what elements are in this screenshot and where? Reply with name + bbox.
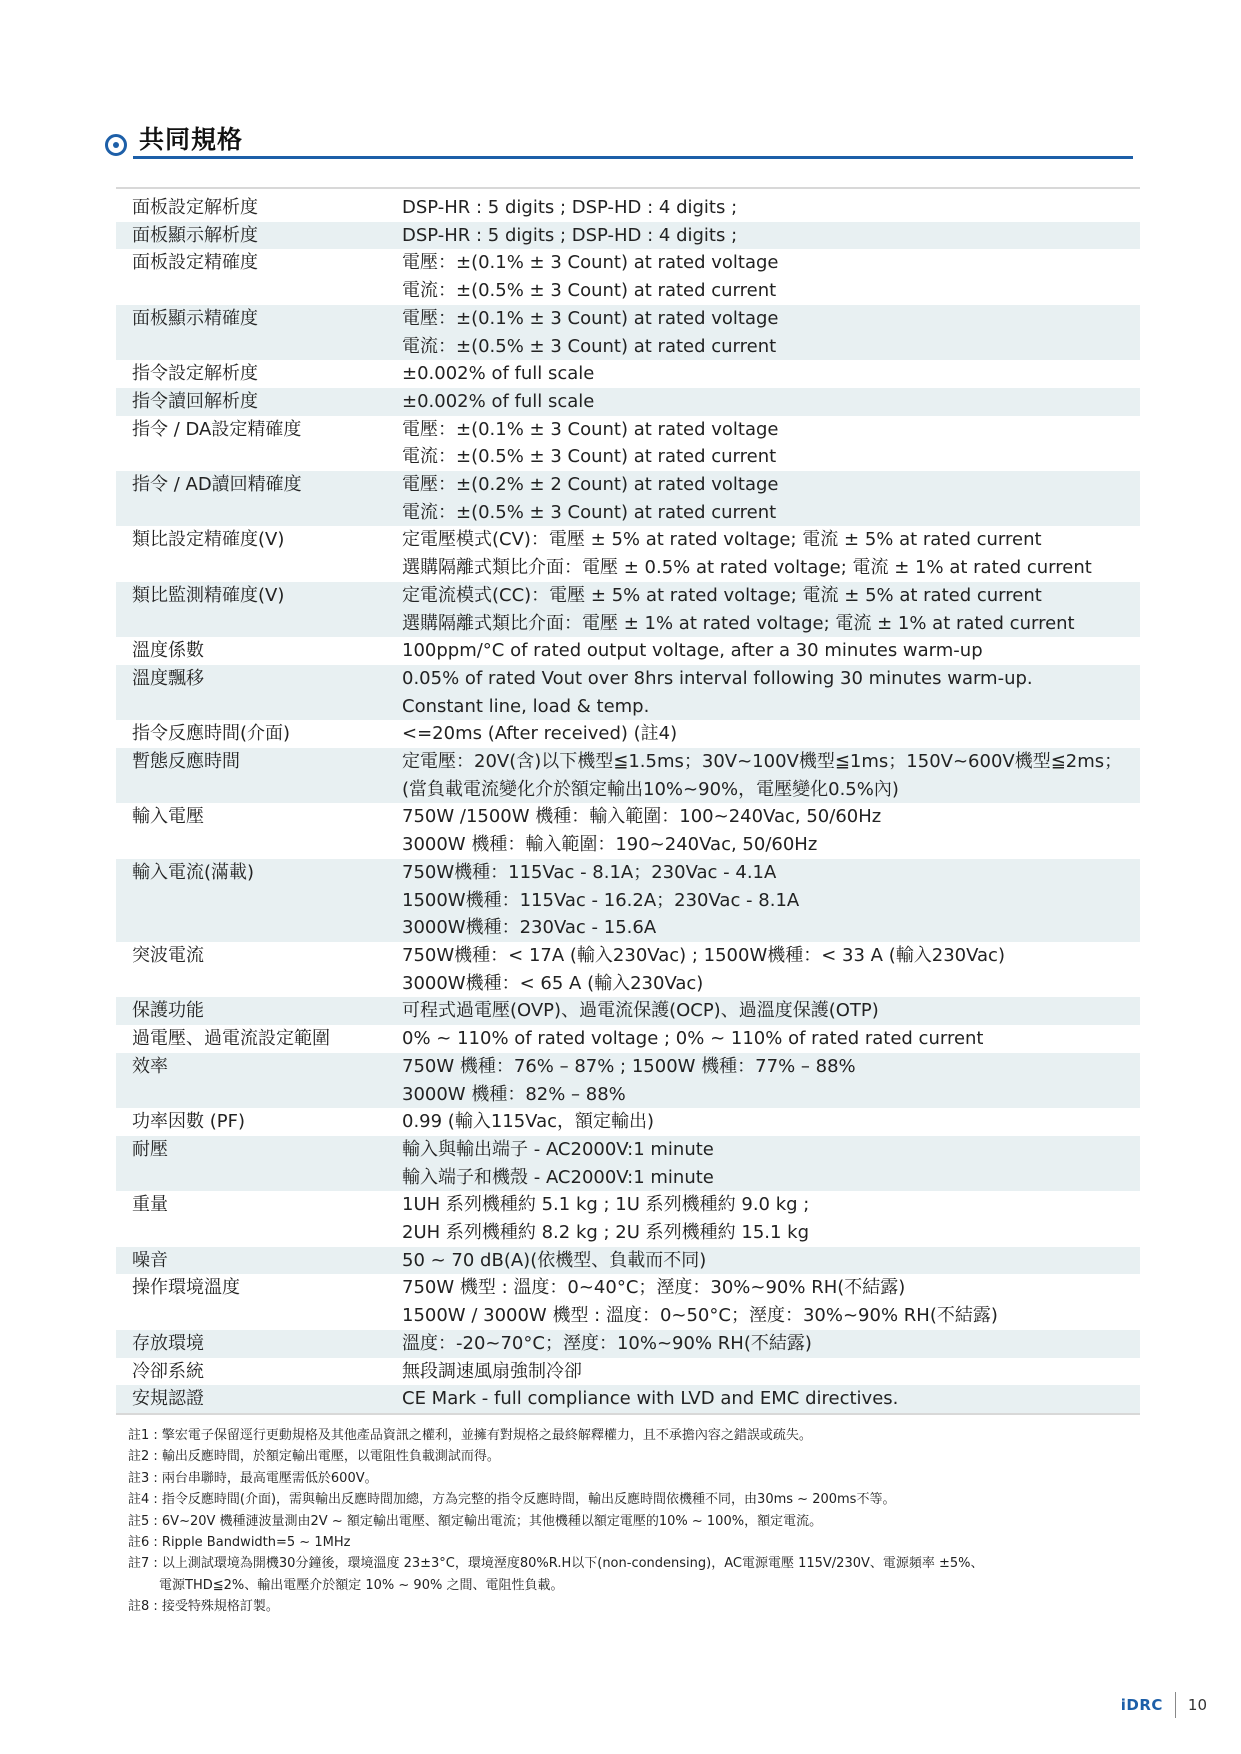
spec-value-line: 溫度：-20~70°C；溼度：10%~90% RH(不結露) [402, 1332, 812, 1354]
spec-label: 功率因數 (PF) [132, 1111, 245, 1133]
spec-values [402, 305, 1140, 360]
spec-values [402, 1358, 1140, 1386]
spec-value-line: (當負載電流變化介於額定輸出10%~90%，電壓變化0.5%內) [402, 778, 899, 800]
spec-value-line: 可程式過電壓(OVP)、過電流保護(OCP)、過溫度保護(OTP) [402, 1000, 879, 1022]
spec-row [116, 942, 1140, 997]
spec-value-line: 電流：±(0.5% ± 3 Count) at rated current [402, 280, 777, 302]
spec-values [402, 222, 1140, 250]
spec-values [402, 1385, 1140, 1413]
spec-values [402, 249, 1140, 304]
spec-values [402, 997, 1140, 1025]
spec-values [402, 1108, 1140, 1136]
spec-row [116, 305, 1140, 360]
spec-table [116, 187, 1140, 1415]
spec-label: 安規認證 [132, 1388, 204, 1410]
spec-label: 面板設定精確度 [132, 252, 258, 274]
spec-row [116, 416, 1140, 471]
spec-value-line: <=20ms (After received) (註4) [402, 723, 678, 745]
spec-value-line: 定電壓：20V(含)以下機型≦1.5ms；30V~100V機型≦1ms；150V~600V機型≦2ms； [402, 751, 1123, 773]
spec-label: 面板顯示解析度 [132, 224, 258, 246]
spec-row [116, 1274, 1140, 1329]
spec-value-line: 100ppm/°C of rated output voltage, after a 30 minutes warm-up [402, 640, 983, 662]
spec-values [402, 942, 1140, 997]
spec-label: 存放環境 [132, 1332, 204, 1354]
spec-value-line: 定電壓模式(CV)：電壓 ± 5% at rated voltage; 電流 ± 5% at rated current [402, 529, 1042, 551]
spec-value-line: Constant line, load & temp. [402, 695, 650, 717]
spec-row [116, 194, 1140, 222]
spec-label: 重量 [132, 1194, 168, 1216]
spec-label: 耐壓 [132, 1138, 168, 1160]
footnote: 註8 : 接受特殊規格訂製。 [128, 1599, 279, 1615]
spec-label: 突波電流 [132, 944, 204, 966]
spec-label: 溫度飄移 [132, 667, 204, 689]
spec-value-line: DSP-HR : 5 digits ; DSP-HD : 4 digits ; [402, 224, 738, 246]
spec-value-line: 1UH 系列機種約 5.1 kg ; 1U 系列機種約 9.0 kg ; [402, 1194, 810, 1216]
section-bullet-icon [105, 134, 127, 156]
spec-value-line: CE Mark - full compliance with LVD and EMC directives. [402, 1388, 899, 1410]
spec-row [116, 720, 1140, 748]
spec-value-line: 輸入與輸出端子 - AC2000V:1 minute [402, 1138, 714, 1160]
spec-label: 類比監測精確度(V) [132, 584, 285, 606]
spec-row [116, 803, 1140, 858]
spec-row [116, 1136, 1140, 1191]
spec-row [116, 997, 1140, 1025]
spec-value-line: 電壓：±(0.1% ± 3 Count) at rated voltage [402, 418, 779, 440]
footnote: 註7 : 以上測試環境為開機30分鐘後，環境溫度 23±3°C，環境溼度80%R.H以下(non-condensing)，AC電源電壓 115V/230V、電源頻率 ±5%、 [128, 1556, 984, 1572]
spec-label: 指令設定解析度 [132, 363, 258, 385]
spec-label: 暫態反應時間 [132, 751, 240, 773]
spec-value-line: 選購隔離式類比介面：電壓 ± 0.5% at rated voltage; 電流 ± 1% at rated current [402, 557, 1092, 579]
spec-values [402, 637, 1140, 665]
spec-value-line: 0.05% of rated Vout over 8hrs interval following 30 minutes warm-up. [402, 667, 1033, 689]
spec-label: 面板顯示精確度 [132, 307, 258, 329]
spec-row [116, 748, 1140, 803]
spec-value-line: 電流：±(0.5% ± 3 Count) at rated current [402, 501, 777, 523]
footnote: 註2 : 輸出反應時間，於額定輸出電壓，以電阻性負載測試而得。 [128, 1449, 500, 1465]
spec-label: 類比設定精確度(V) [132, 529, 285, 551]
spec-label: 指令 / DA設定精確度 [132, 418, 302, 440]
spec-value-line: 輸入端子和機殼 - AC2000V:1 minute [402, 1166, 714, 1188]
spec-value-line: 750W 機型 : 溫度：0~40°C；溼度：30%~90% RH(不結露) [402, 1277, 906, 1299]
spec-row [116, 637, 1140, 665]
spec-value-line: 無段調速風扇強制冷卻 [402, 1360, 582, 1382]
spec-value-line: 2UH 系列機種約 8.2 kg ; 2U 系列機種約 15.1 kg [402, 1222, 810, 1244]
spec-values [402, 1247, 1140, 1275]
spec-label: 保護功能 [132, 1000, 204, 1022]
spec-label: 過電壓、過電流設定範圍 [132, 1028, 330, 1050]
spec-row [116, 249, 1140, 304]
spec-label: 面板設定解析度 [132, 197, 258, 218]
spec-row [116, 1053, 1140, 1108]
spec-values [402, 1136, 1140, 1191]
section-heading [103, 118, 1133, 162]
spec-value-line: DSP-HR : 5 digits ; DSP-HD : 4 digits ; [402, 197, 738, 218]
spec-value-line: 0.99 (輸入115Vac，額定輸出) [402, 1111, 655, 1133]
spec-row [116, 859, 1140, 942]
spec-row [116, 1025, 1140, 1053]
spec-value-line: 750W機種：115Vac - 8.1A；230Vac - 4.1A [402, 861, 777, 883]
spec-values [402, 194, 1140, 222]
spec-values [402, 1330, 1140, 1358]
brand-logo: iDRC [1120, 1696, 1163, 1714]
spec-values [402, 582, 1140, 637]
spec-label: 操作環境溫度 [132, 1277, 240, 1299]
footnote: 電源THD≦2%、輸出電壓介於額定 10% ~ 90% 之間、電阻性負載。 [159, 1577, 564, 1593]
page-footer [1121, 1690, 1207, 1720]
spec-value-line: ±0.002% of full scale [402, 363, 595, 385]
spec-label: 溫度係數 [132, 640, 204, 662]
spec-value-line: 電壓：±(0.1% ± 3 Count) at rated voltage [402, 307, 779, 329]
spec-row [116, 1358, 1140, 1386]
spec-value-line: 定電流模式(CC)：電壓 ± 5% at rated voltage; 電流 ± 5% at rated current [402, 584, 1042, 606]
section-divider [133, 156, 1133, 159]
spec-values [402, 471, 1140, 526]
spec-value-line: 1500W機種：115Vac - 16.2A；230Vac - 8.1A [402, 889, 800, 911]
spec-row [116, 1108, 1140, 1136]
spec-values [402, 748, 1140, 803]
spec-value-line: 電流：±(0.5% ± 3 Count) at rated current [402, 335, 777, 357]
spec-row [116, 1330, 1140, 1358]
spec-row [116, 222, 1140, 250]
spec-value-line: 0% ~ 110% of rated voltage ; 0% ~ 110% of rated rated current [402, 1028, 984, 1050]
spec-values [402, 859, 1140, 942]
footnote: 註5 : 6V~20V 機種漣波量測由2V ~ 額定輸出電壓、額定輸出電流；其他機種以額定電壓的10% ~ 100%，額定電流。 [128, 1513, 823, 1529]
spec-value-line: 電流：±(0.5% ± 3 Count) at rated current [402, 446, 777, 468]
spec-value-line: 1500W / 3000W 機型 : 溫度：0~50°C；溼度：30%~90% RH(不結露) [402, 1305, 998, 1327]
spec-values [402, 388, 1140, 416]
spec-values [402, 526, 1140, 581]
spec-values [402, 1191, 1140, 1246]
spec-label: 效率 [132, 1055, 168, 1077]
spec-value-line: 750W 機種：76% – 87% ; 1500W 機種：77% – 88% [402, 1055, 856, 1077]
spec-value-line: 3000W機種：230Vac - 15.6A [402, 917, 657, 939]
spec-label: 指令 / AD讀回精確度 [132, 474, 302, 496]
spec-value-line: 選購隔離式類比介面：電壓 ± 1% at rated voltage; 電流 ± 1% at rated current [402, 612, 1075, 634]
spec-row [116, 526, 1140, 581]
spec-label: 冷卻系統 [132, 1360, 204, 1382]
footer-separator [1175, 1692, 1176, 1718]
footnote: 註6 : Ripple Bandwidth=5 ~ 1MHz [128, 1535, 351, 1551]
spec-label: 指令讀回解析度 [132, 390, 258, 412]
spec-row [116, 471, 1140, 526]
spec-values [402, 360, 1140, 388]
spec-values [402, 1274, 1140, 1329]
spec-value-line: ±0.002% of full scale [402, 390, 595, 412]
spec-value-line: 3000W 機種：82% – 88% [402, 1083, 626, 1105]
spec-label: 輸入電流(滿載) [132, 861, 255, 883]
spec-value-line: 3000W 機種：輸入範圍：190~240Vac, 50/60Hz [402, 834, 818, 856]
spec-value-line: 50 ~ 70 dB(A)(依機型、負載而不同) [402, 1249, 707, 1271]
footnote: 註3 : 兩台串聯時，最高電壓需低於600V。 [128, 1470, 378, 1486]
spec-value-line: 750W機種：< 17A (輸入230Vac) ; 1500W機種：< 33 A (輸入230Vac) [402, 944, 1005, 966]
spec-values [402, 416, 1140, 471]
spec-row [116, 1191, 1140, 1246]
notes-list [128, 1425, 1128, 1618]
spec-label: 指令反應時間(介面) [132, 723, 291, 745]
spec-label: 噪音 [132, 1249, 168, 1271]
spec-row [116, 360, 1140, 388]
spec-values [402, 720, 1140, 748]
spec-row [116, 388, 1140, 416]
spec-values [402, 803, 1140, 858]
section-title: 共同規格 [139, 125, 244, 154]
footnote: 註4 : 指令反應時間(介面)，需與輸出反應時間加總，方為完整的指令反應時間，輸出反應時間依機種不同，由30ms ~ 200ms不等。 [128, 1492, 896, 1508]
spec-row [116, 665, 1140, 720]
spec-value-line: 3000W機種：< 65 A (輸入230Vac) [402, 972, 704, 994]
spec-values [402, 1053, 1140, 1108]
spec-values [402, 1025, 1140, 1053]
spec-value-line: 電壓：±(0.1% ± 3 Count) at rated voltage [402, 252, 779, 274]
spec-values [402, 665, 1140, 720]
footnote: 註1 : 擎宏電子保留逕行更動規格及其他產品資訊之權利，並擁有對規格之最終解釋權力，且不承擔內容之錯誤或疏失。 [128, 1428, 812, 1443]
spec-value-line: 電壓：±(0.2% ± 2 Count) at rated voltage [402, 474, 779, 496]
spec-value-line: 750W /1500W 機種：輸入範圍：100~240Vac, 50/60Hz [402, 806, 882, 828]
spec-row [116, 582, 1140, 637]
spec-label: 輸入電壓 [132, 806, 204, 828]
page-number: 10 [1187, 1696, 1207, 1714]
spec-row [116, 1247, 1140, 1275]
spec-row [116, 1385, 1140, 1413]
